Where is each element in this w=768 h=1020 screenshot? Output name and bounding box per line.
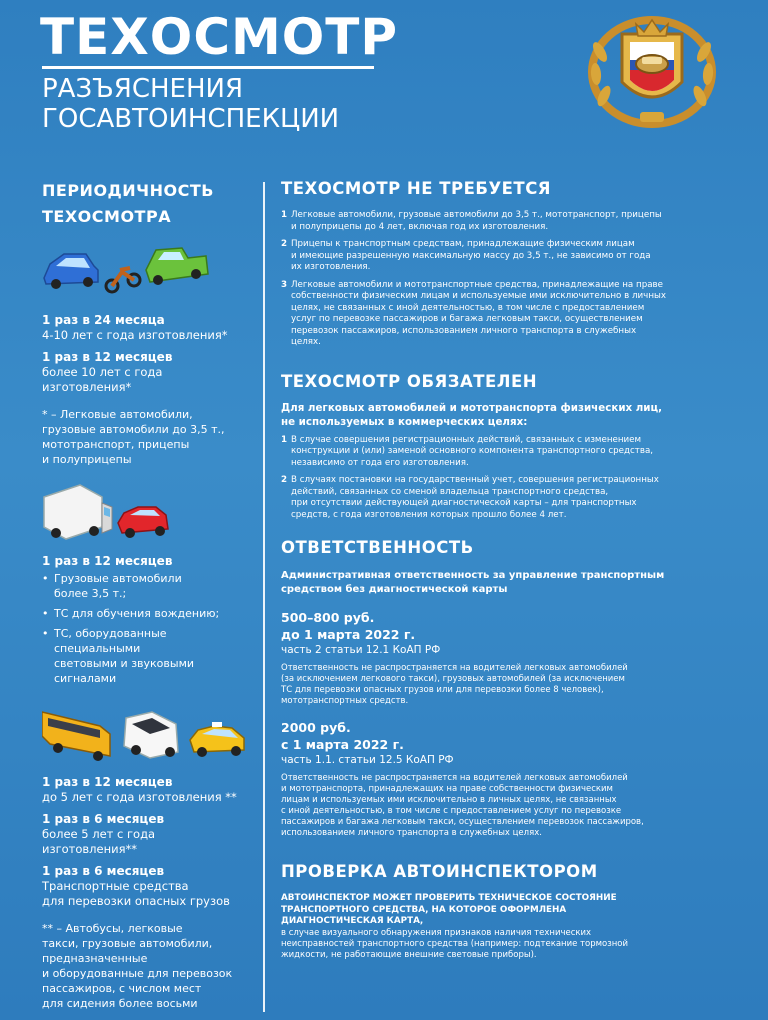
liability-heading: ОТВЕТСТВЕННОСТЬ <box>281 538 474 557</box>
footnote-line: и полуприцепы <box>42 453 132 466</box>
period-description: 4-10 лет с года изготовления* <box>42 328 228 342</box>
intro-line: средством без диагностической карты <box>281 584 508 595</box>
list-item <box>281 280 741 349</box>
list-item <box>42 571 257 601</box>
footnote-line: ** – Автобусы, легковые <box>42 922 183 935</box>
intro-line: Для легковых автомобилей и мототранспорта физических лиц, <box>281 401 663 414</box>
intro-line: Административная ответственность за управление транспортным <box>281 570 665 581</box>
item-number: 2 <box>281 475 288 485</box>
footnote-line: мототранспорт, прицепы <box>42 438 190 451</box>
header <box>0 0 768 160</box>
subtitle-line: РАЗЪЯСНЕНИЯ <box>42 74 244 104</box>
not-required-list <box>281 210 741 349</box>
period-title: 1 раз в 12 месяцев <box>42 554 173 568</box>
item-number: 1 <box>281 210 288 220</box>
list-item-line: более 3,5 т.; <box>54 587 127 600</box>
period-title: 1 раз в 6 месяцев <box>42 864 165 878</box>
period-block <box>42 863 257 909</box>
item-line: и полуприцепы до 4 лет, включая год их изготовления. <box>291 221 549 232</box>
note-line: с иной деятельностью, в том числе с предоставлением услуг по перевозке <box>281 806 622 816</box>
fine-block <box>281 719 741 839</box>
inspection-caps <box>281 893 741 928</box>
period-title: 1 раз в 24 месяца <box>42 313 165 327</box>
period-description: изготовления* <box>42 380 132 394</box>
item-line: и имеющие разрешенную максимальную массу до 3,5 т., не зависимо от года <box>291 250 651 261</box>
item-line: Прицепы к транспортным средствам, принадлежащие физическим лицам <box>291 239 635 249</box>
minibus-icon <box>124 712 178 758</box>
caps-line: ДИАГНОСТИЧЕСКАЯ КАРТА, <box>281 916 424 926</box>
text-line: жидкости, не работающие внешние световые приборы). <box>281 949 537 960</box>
period-description: до 5 лет с года изготовления ** <box>42 790 237 804</box>
caps-line: ТРАНСПОРТНОГО СРЕДСТВА, НА КОТОРОЕ ОФОРМЛЕНА <box>281 904 567 915</box>
period-block <box>42 774 257 805</box>
item-line: средств, с года изготовления которых прошло более 4 лет. <box>291 509 567 520</box>
column-divider <box>263 182 265 1012</box>
heading-line: ТЕХОСМОТРА <box>42 207 172 226</box>
item-line: целях. <box>291 337 321 347</box>
fine-article: часть 2 статьи 12.1 КоАП РФ <box>281 644 441 656</box>
note-line: мототранспортных средств. <box>281 696 409 706</box>
note-line: пассажиров и багажа легковым такси, осуществлением перевозок пассажиров, <box>281 817 644 827</box>
footnote-two-stars <box>42 921 257 1011</box>
period-description: более 5 лет с года <box>42 827 156 841</box>
intro-line: не используемых в коммерческих целях: <box>281 415 528 428</box>
footnote-line: и оборудованные для перевозок <box>42 967 233 980</box>
footnote-line: такси, грузовые автомобили, <box>42 937 213 950</box>
traffic-police-emblem <box>586 12 718 130</box>
period-title: 1 раз в 6 месяцев <box>42 812 165 826</box>
footnote-line: пассажиров, с числом мест <box>42 982 202 995</box>
item-line: при отсутствии действующей диагностической карты – для транспортных <box>291 498 637 508</box>
item-line: независимо от года его изготовления. <box>291 457 469 468</box>
required-intro <box>281 401 741 429</box>
period-block <box>42 811 257 857</box>
liability-section <box>281 537 741 839</box>
vehicle-list <box>42 571 257 686</box>
note-line: и мототранспорта, принадлежащих на праве собственности физическим <box>281 784 613 794</box>
footnote-one-star <box>42 407 257 467</box>
footnote-line: предназначенные <box>42 952 148 965</box>
fine-date: до 1 марта 2022 г. <box>281 627 416 642</box>
rules-column <box>281 178 741 961</box>
liability-intro <box>281 569 741 597</box>
list-item-line: специальными <box>54 642 141 655</box>
cars-illustration-3 <box>42 704 257 764</box>
truck-icon <box>42 483 182 545</box>
title-underline <box>42 66 374 69</box>
fine-note <box>281 663 741 707</box>
fine-block <box>281 609 741 707</box>
fine-amount: 2000 руб. <box>281 720 351 735</box>
taxi-icon <box>190 722 244 757</box>
footnote-line: грузовые автомобили до 3,5 т., <box>42 423 225 436</box>
inspection-heading: ПРОВЕРКА АВТОИНСПЕКТОРОМ <box>281 862 598 881</box>
list-item <box>281 210 741 233</box>
page-subtitle <box>42 74 339 134</box>
period-description: изготовления** <box>42 842 138 856</box>
fine-amount: 500–800 руб. <box>281 610 375 625</box>
note-line: (за исключением легкового такси), грузовых автомобилей (за исключением <box>281 674 625 684</box>
item-number: 2 <box>281 239 288 249</box>
item-number: 3 <box>281 279 288 290</box>
subtitle-line: ГОСАВТОИНСПЕКЦИИ <box>42 104 340 134</box>
item-line: В случае совершения регистрационных действий, связанных с изменением <box>291 434 642 445</box>
heading-line: ПЕРИОДИЧНОСТЬ <box>42 181 214 200</box>
motorcycle-icon <box>106 268 140 292</box>
bus-icon <box>42 704 252 764</box>
required-list <box>281 435 741 522</box>
item-line: В случаях постановки на государственный учет, совершения регистрационных <box>291 475 659 485</box>
not-required-heading: ТЕХОСМОТР НЕ ТРЕБУЕТСЯ <box>281 179 552 198</box>
red-car-icon <box>118 507 168 538</box>
period-block <box>42 349 257 395</box>
pickup-truck-icon <box>146 248 208 285</box>
page-title: ТЕХОСМОТР <box>40 8 399 66</box>
cars-illustration-1 <box>42 240 257 298</box>
item-number: 1 <box>281 434 288 445</box>
list-item-line: • Грузовые автомобили <box>54 572 182 585</box>
periodicity-heading <box>42 178 257 230</box>
list-item <box>281 475 741 521</box>
text-line: в случае визуального обнаружения признаков наличия технических <box>281 927 592 938</box>
item-line: их изготовления. <box>291 262 371 272</box>
list-item-line: • ТС для обучения вождению; <box>54 607 220 620</box>
item-line: действий, связанных со сменой владельца транспортного средства, <box>291 486 609 497</box>
periodicity-column <box>42 178 257 1011</box>
note-line: использованием личного транспорта в служебных целях. <box>281 828 542 838</box>
item-line: Легковые автомобили, грузовые автомобили до 3,5 т., мототранспорт, прицепы <box>291 210 662 220</box>
passenger-car-icon <box>42 240 212 298</box>
item-line: конструкции и (или) заменой основного компонента транспортного средства, <box>291 446 654 456</box>
list-item <box>42 606 257 621</box>
period-block <box>42 553 257 686</box>
note-line: Ответственность не распространяется на водителей легковых автомобилей <box>281 663 628 673</box>
cars-illustration-2 <box>42 483 257 545</box>
footnote-line: * – Легковые автомобили, <box>42 408 193 421</box>
period-block <box>42 312 257 343</box>
list-item <box>281 435 741 470</box>
inspection-text <box>281 928 741 961</box>
fine-article: часть 1.1. статьи 12.5 КоАП РФ <box>281 754 454 766</box>
fine-date: с 1 марта 2022 г. <box>281 737 404 752</box>
period-description: для перевозки опасных грузов <box>42 894 230 908</box>
period-title: 1 раз в 12 месяцев <box>42 775 173 789</box>
list-item-line: • ТС, оборудованные <box>54 627 167 640</box>
list-item-line: световыми и звуковыми <box>54 657 195 670</box>
item-line: собственности физическим лицам и используемые ими исключительно в личных <box>291 291 666 301</box>
item-line: Легковые автомобили и мототранспортные средства, принадлежащие на праве <box>291 279 663 290</box>
footnote-line: для сидения более восьми <box>42 997 198 1010</box>
not-required-section <box>281 178 741 349</box>
item-line: услуг по перевозке пассажиров и багажа легковым такси, осуществлением <box>291 314 643 324</box>
required-heading: ТЕХОСМОТР ОБЯЗАТЕЛЕН <box>281 371 538 391</box>
item-line: целях, не связанных с иной деятельностью, в том числе с предоставлением <box>291 302 645 313</box>
text-line: неисправностей транспортного средства (например: подтекание тормозной <box>281 938 629 949</box>
note-line: лицам и используемых ими исключительно в личных целях, не связанных <box>281 795 617 805</box>
inspection-section <box>281 861 741 961</box>
list-item <box>281 239 741 274</box>
fine-note <box>281 773 741 839</box>
required-section <box>281 371 741 522</box>
note-line: ТС для перевозки опасных грузов или для перевозки более 8 человек), <box>281 685 604 695</box>
caps-line: АВТОИНСПЕКТОР МОЖЕТ ПРОВЕРИТЬ ТЕХНИЧЕСКОЕ СОСТОЯНИЕ <box>281 893 617 903</box>
period-description: более 10 лет с года <box>42 365 163 379</box>
list-item-line: сигналами <box>54 672 117 685</box>
period-description: Транспортные средства <box>42 879 189 893</box>
note-line: Ответственность не распространяется на водителей легковых автомобилей <box>281 773 628 783</box>
item-line: перевозок пассажиров, использованием личного транспорта в служебных <box>291 325 637 336</box>
list-item <box>42 626 257 686</box>
period-title: 1 раз в 12 месяцев <box>42 350 173 364</box>
